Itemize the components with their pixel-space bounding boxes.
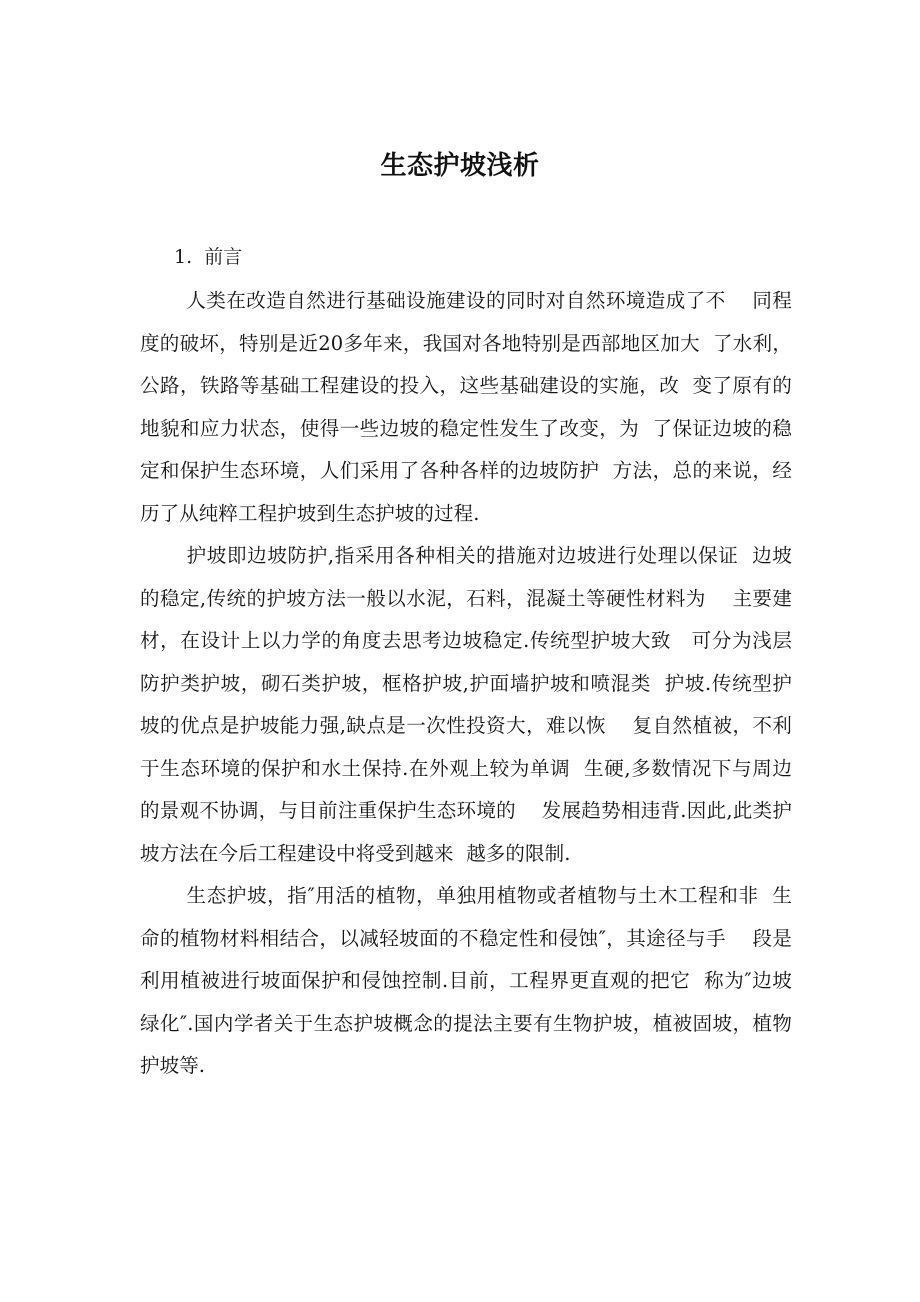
paragraph-1-text: 人类在改造自然进行基础设施建设的同时对自然环境造成了不 同程度的破坏，特别是近20多年来，我国对各地特别是西部地区加大 了水利，公路，铁路等基础工程建设的投入，这些基础建设的实施，改 变了原有的地貌和应力状态，使得一些边坡的稳定性发生了改变，为 了保证边坡的稳定和保护生态环境，人们采用了各种各样的边坡防护 方法，总的来说，经历了从纯粹工程护坡到生态护坡的过程. [140,289,792,525]
paragraph-3-text: 生态护坡，指″用活的植物，单独用植物或者植物与土木工程和非 生命的植物材料相结合，以减轻坡面的不稳定性和侵蚀″，其途径与手 段是利用植被进行坡面保护和侵蚀控制.目前，工程界更直观的把它 称为″边坡绿化″.国内学者关于生态护坡概念的提法主要有生物护坡，植被固坡，植物护坡等. [140,884,792,1077]
paragraph-3 [140,875,792,1088]
paragraph-2-text: 护坡即边坡防护,指采用各种相关的措施对边坡进行处理以保证 边坡的稳定,传统的护坡方法一般以水泥，石料，混凝土等硬性材料为 主要建材，在设计上以力学的角度去思考边坡稳定.传统型护坡大致 可分为浅层防护类护坡，砌石类护坡，框格护坡,护面墙护坡和喷混类 护坡.传统型护坡的优点是护坡能力强,缺点是一次性投资大，难以恢 复自然植被，不利于生态环境的保护和水土保持.在外观上较为单调 生硬,多数情况下与周边的景观不协调，与目前注重保护生态环境的 发展趋势相违背.因此,此类护坡方法在今后工程建设中将受到越来 越多的限制. [140,544,792,865]
paragraph-2 [140,535,792,875]
document-body [140,236,792,1088]
paragraph-1 [140,280,792,535]
section-heading-introduction: 1. 前言 [174,246,243,268]
page-title: 生态护坡浅析 [380,151,540,181]
